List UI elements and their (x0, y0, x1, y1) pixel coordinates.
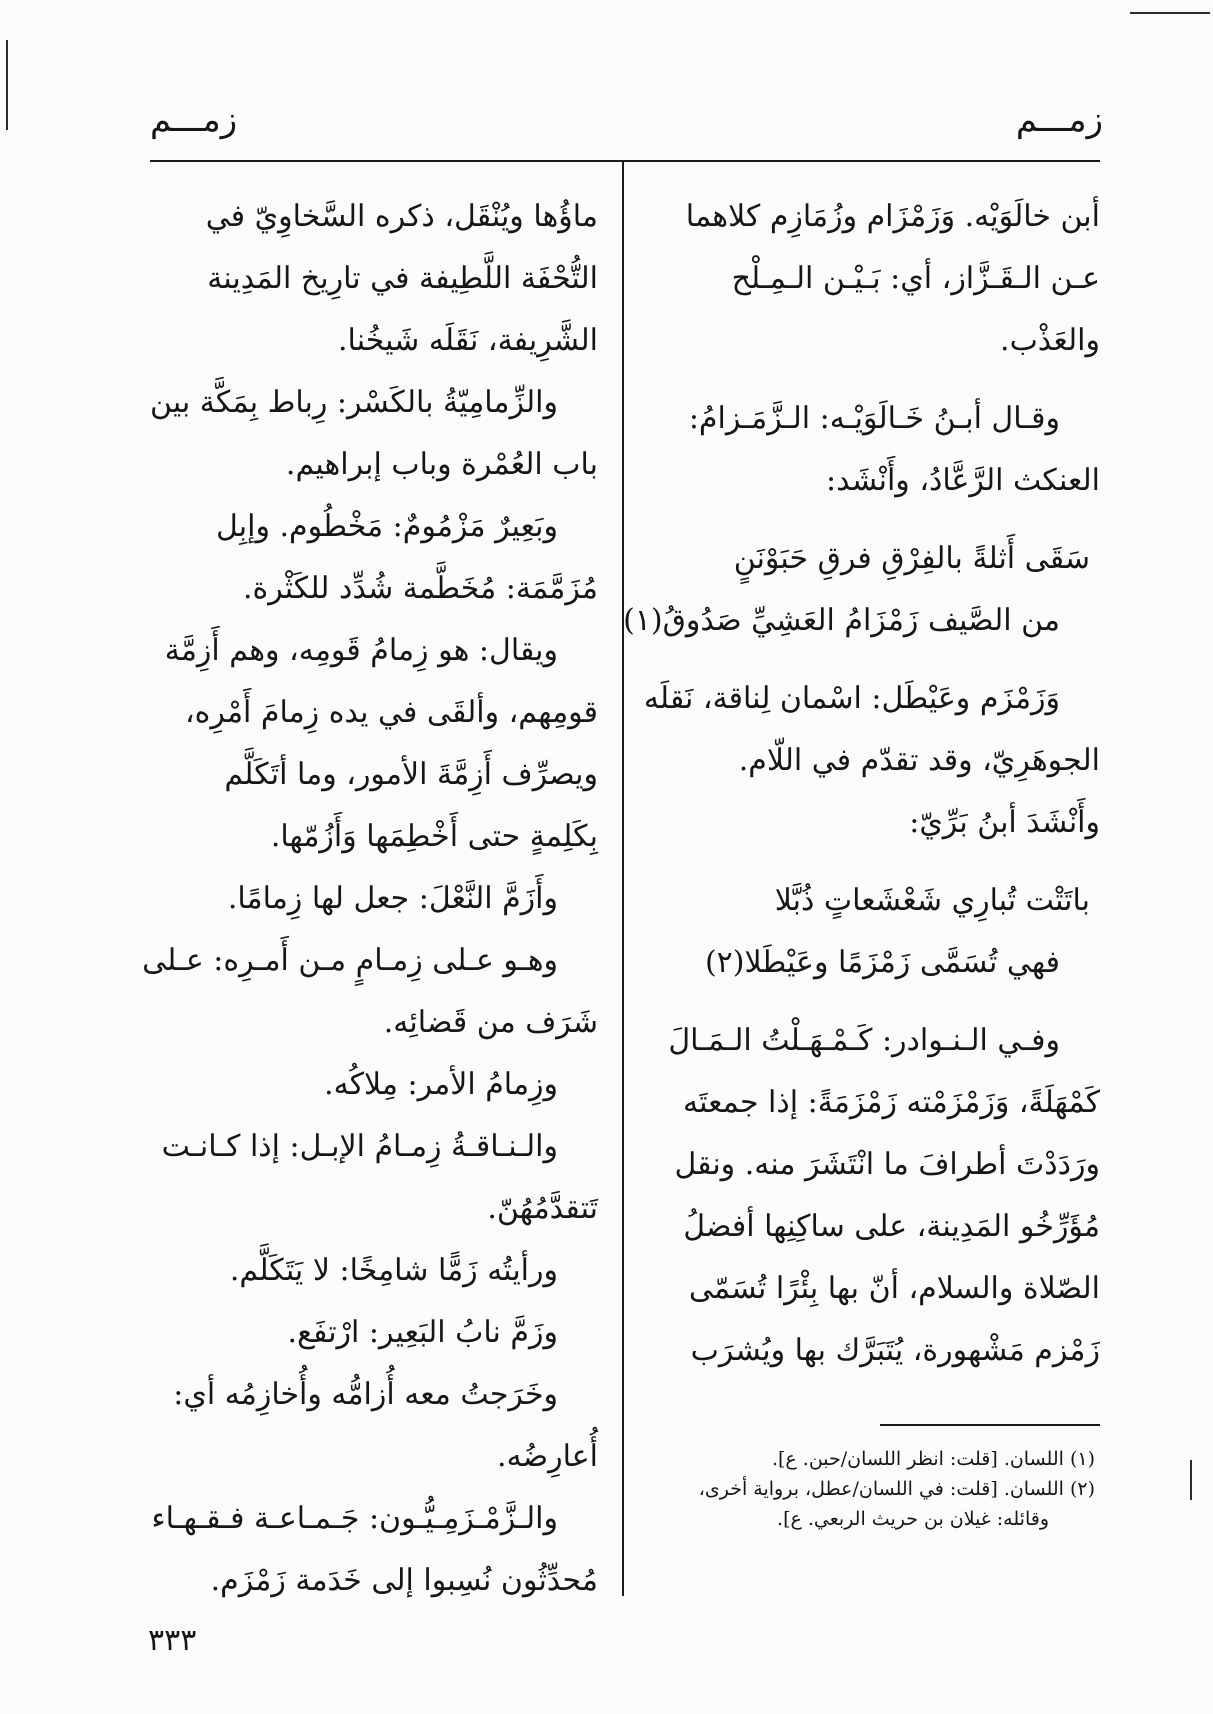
text-line: ويقال: هو زِمامُ قَومِه، وهم أَزِمَّة (164, 633, 558, 668)
text-line: وهـو عـلى زِمـامٍ مـن أَمـرِه: عـلى (142, 943, 558, 978)
verse-line: من الصَّيف زَمْزَامُ العَشِيِّ صَدُوقُ(١) (623, 603, 1060, 638)
text-line: أُعارِضُه. (497, 1439, 598, 1474)
text-line: والعَذْب. (1000, 323, 1100, 358)
running-header-left: زمـــم (150, 100, 238, 140)
text-line: والـزَّمْـزَمِـيُّـون: جَـمـاعـة فـقـهـاء (151, 1501, 558, 1536)
text-line: قومِهم، وألقَى في يده زِمامَ أَمْرِه، (185, 695, 598, 730)
text-line: زَمْزم مَشْهورة، يُتَبَرَّك بها ويُشرَب (690, 1333, 1100, 1368)
text-line: الشَّرِيفة، نَقَلَه شَيخُنا. (338, 323, 598, 358)
text-line: مُزَمَّمَة: مُخَطَّمة شُدِّد للكَثْرة. (242, 571, 598, 606)
text-line: وَزَمْزَم وعَيْطَل: اسْمان لِناقة، نَقلَه (643, 681, 1060, 716)
text-line: وخَرَجتُ معه أُزامُّه وأُخازِمُه أي: (173, 1377, 558, 1412)
scan-edge-mark (6, 40, 8, 130)
text-line: أبن خالَوَيْه. وَزَمْزَام وزُمَازِم كلاهما (685, 199, 1100, 234)
text-line: ورأيتُه زَمًّا شامِخًا: لا يَتَكَلَّم. (229, 1253, 558, 1288)
running-header-right: زمـــم (1015, 100, 1103, 140)
scan-edge-mark (1190, 1460, 1192, 1500)
text-line: وقـال أبـنُ خَـالَوَيْـه: الـزَّمَـزامُ: (688, 401, 1060, 436)
footnote: (١) اللسان. [قلت: انظر اللسان/حبن. ع]. (771, 1448, 1095, 1470)
footnote-separator (880, 1424, 1100, 1426)
text-line: تَتقدَّمُهُنّ. (487, 1191, 598, 1226)
footnote-continuation: وقائله: غيلان بن حريث الربعي. ع]. (777, 1508, 1049, 1530)
text-line: والزِّمامِيّةُ بالكَسْر: رِباط بِمَكَّة بين (149, 385, 558, 420)
footnotes (660, 1444, 1095, 1534)
scan-edge-mark (1130, 12, 1210, 14)
text-line: الجوهَرِيّ، وقد تقدّم في اللّام. (738, 743, 1100, 778)
text-line: ورَدَدْتَ أطرافَ ما انْتَشَرَ منه. ونقل (674, 1147, 1100, 1182)
verse-line: فهي تُسَمَّى زَمْزَمًا وعَيْطَلا(٢) (704, 945, 1060, 980)
page-number: ٣٣٣ (148, 1623, 197, 1658)
text-line: شَرَف من قَضائِه. (383, 1005, 598, 1040)
text-line: وبَعِيرٌ مَزْمُومٌ: مَخْطُوم. وإبِل (216, 509, 558, 544)
text-line: والـنـاقـةُ زِمـامُ الإبـل: إذا كـانـت (161, 1129, 558, 1164)
right-text-column (623, 186, 1100, 1382)
text-line: وزِمامُ الأمر: مِلاكُه. (324, 1067, 558, 1102)
verse-line: سَقَى أَثلةً بالفِرْقِ فرقِ حَبَوْنَنٍ (733, 541, 1090, 576)
left-text-column (142, 186, 598, 1612)
text-line: ماؤُها ويُنْقَل، ذكره السَّخاوِيّ في (205, 199, 598, 234)
text-line: وزَمَّ نابُ البَعِير: ارْتفَع. (287, 1315, 558, 1350)
text-line: وفـي الـنـوادر: كَـمْـهَـلْتُ الـمَـالَ (668, 1023, 1060, 1058)
text-line: وأَنْشَدَ أبنُ بَرِّيّ: (909, 805, 1100, 840)
text-line: بِكَلِمةٍ حتى أَخْطِمَها وَأَزُمّها. (270, 819, 598, 854)
text-line: التُّحْفَة اللَّطِيفة في تارِيخ المَدِينة (207, 261, 598, 296)
column-divider (622, 160, 624, 1596)
text-line: الصّلاة والسلام، أنّ بها بِئْرًا تُسَمّى (688, 1271, 1100, 1306)
text-line: العنكث الرَّعَّادُ، وأَنْشَد: (826, 463, 1100, 498)
footnote: (٢) اللسان. [قلت: في اللسان/عطل، برواية أخرى، (698, 1478, 1095, 1500)
text-line: وأَزَمَّ النَّعْلَ: جعل لها زِمامًا. (227, 881, 558, 916)
header-rule (150, 160, 1100, 162)
text-line: مُؤَرِّخُو المَدِينة، على ساكِنِها أفضلُ (683, 1209, 1100, 1244)
text-line: مُحدِّثُون نُسِبوا إلى خَدَمة زَمْزَم. (210, 1563, 598, 1598)
text-line: ويصرِّف أَزِمَّةَ الأمور، وما أتَكَلَّم (224, 757, 598, 792)
text-line: عـن الـقَـزَّاز، أي: بَـيْـن الـمِـلْح (731, 261, 1100, 296)
text-line: باب العُمْرة وباب إبراهيم. (285, 447, 598, 482)
verse-line: باتَتْت تُبارِي شَعْشَعاتٍ ذُبَّلا (774, 883, 1090, 918)
text-line: كَمْهَلَةً، وَزَمْزَمْته زَمْزَمَةً: إذا جمعتَه (683, 1085, 1100, 1120)
